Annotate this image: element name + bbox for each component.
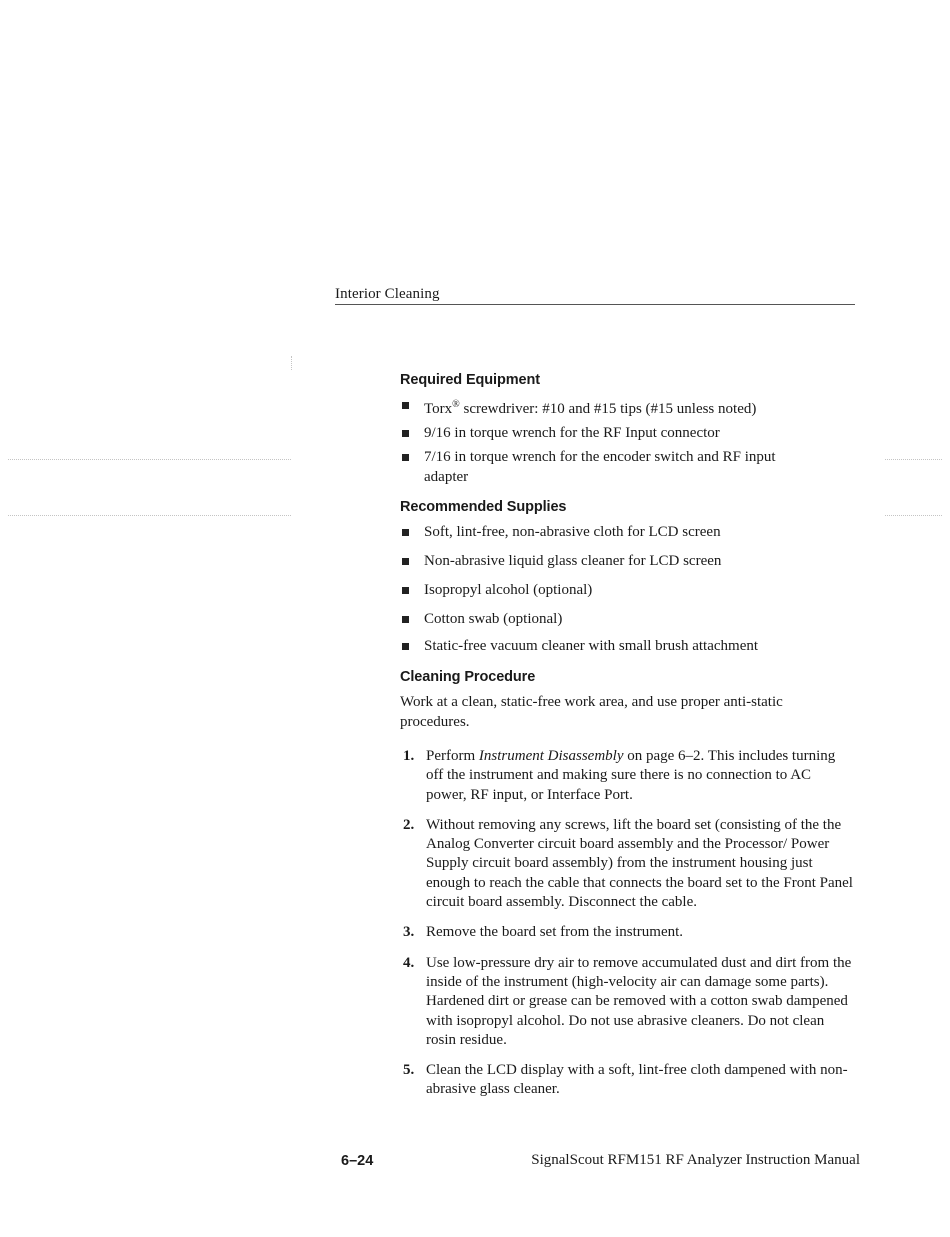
procedure-step: 5. Clean the LCD display with a soft, lint-free cloth dampened with non-abrasive glass cleaner.: [403, 1062, 848, 1098]
list-item: Static-free vacuum cleaner with small brush attachment: [400, 636, 855, 656]
step-number: 5.: [403, 1062, 415, 1079]
procedure-step: 4. Use low-pressure dry air to remove accumulated dust and dirt from the inside of the instrument (high-velocity air can damage some parts). Hardened dirt or grease can be removed with a cotton swab dampened with isopropyl alcohol. Do not use abrasive cleaners. Do not clean rosin residue.: [403, 954, 852, 1048]
scan-artifact-line: [885, 515, 942, 516]
scan-artifact-tick: [291, 356, 292, 370]
header-rule: [335, 304, 855, 305]
running-head: Interior Cleaning: [335, 286, 440, 302]
list-item: Soft, lint-free, non-abrasive cloth for LCD screen: [400, 522, 855, 542]
required-equipment-heading: Required Equipment: [400, 372, 540, 388]
scan-artifact-line: [8, 459, 291, 460]
cleaning-procedure-section: [400, 669, 855, 1100]
manual-title: SignalScout RFM151 RF Analyzer Instruction Manual: [531, 1152, 860, 1168]
required-equipment-list: [400, 395, 855, 487]
list-item: Cotton swab (optional): [400, 609, 855, 629]
procedure-step: 2. Without removing any screws, lift the board set (consisting of the the Analog Converter circuit board assembly and the Processor/ Power Supply circuit board assembly) from the instrument housing just enough to reach the cable that connects the board set to the Front Panel circuit board assembly. Disconnect the cable.: [403, 816, 853, 911]
required-equipment-section: [400, 372, 855, 487]
recommended-supplies-section: [400, 499, 855, 656]
step-number: 3.: [403, 924, 415, 941]
list-item: 7/16 in torque wrench for the encoder switch and RF input adapter: [400, 447, 855, 487]
square-bullet-icon: [402, 430, 409, 437]
procedure-step: 3. Remove the board set from the instrument.: [400, 923, 855, 942]
square-bullet-icon: [402, 558, 409, 565]
step-number: 4.: [403, 954, 415, 971]
cross-reference: Instrument Disassembly: [478, 748, 624, 764]
scan-artifact-line: [885, 459, 942, 460]
square-bullet-icon: [402, 643, 409, 650]
list-item: Non-abrasive liquid glass cleaner for LCD screen: [400, 551, 855, 571]
step-number: 1.: [403, 748, 415, 764]
procedure-steps: [400, 747, 855, 1100]
page-content: [400, 372, 855, 1100]
square-bullet-icon: [402, 454, 409, 461]
procedure-intro: Work at a clean, static-free work area, and use proper anti-static procedures.: [400, 694, 783, 730]
cleaning-procedure-heading: Cleaning Procedure: [400, 669, 536, 685]
square-bullet-icon: [402, 529, 409, 536]
recommended-supplies-list: [400, 522, 855, 656]
list-item: Torx® screwdriver: #10 and #15 tips (#15 unless noted): [400, 395, 855, 419]
scan-artifact-line: [8, 515, 291, 516]
recommended-supplies-heading: Recommended Supplies: [400, 499, 567, 515]
square-bullet-icon: [402, 402, 409, 409]
list-item: Isopropyl alcohol (optional): [400, 580, 855, 600]
registered-mark: ®: [452, 399, 460, 410]
page-number: 6–24: [341, 1153, 374, 1169]
procedure-step: 1. Perform Instrument Disassembly on page 6–2. This includes turning off the instrument and making sure there is no connection to AC power, RF input, or Interface Port.: [403, 748, 836, 803]
square-bullet-icon: [402, 587, 409, 594]
step-number: 2.: [403, 816, 415, 833]
square-bullet-icon: [402, 616, 409, 623]
list-item: 9/16 in torque wrench for the RF Input connector: [400, 423, 855, 443]
